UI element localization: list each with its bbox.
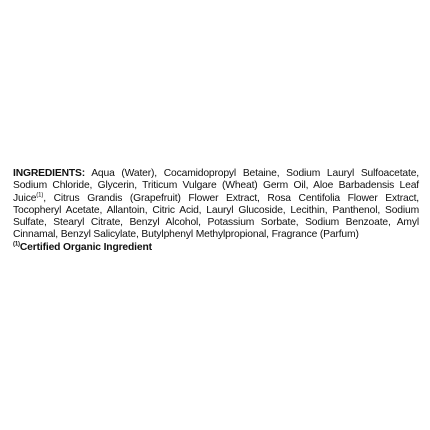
footnote bbox=[13, 242, 419, 254]
ingredients-paragraph bbox=[13, 168, 419, 242]
ingredients-text-part2: , Citrus Grandis (Grapefruit) Flower Extract, Rosa Centifolia Flower Extract, Tocopheryl Acetate, Allantoin, Citric Acid, Lauryl Glucoside, Lecithin, Panthenol, Sodium Sulfate, Stearyl Citrate, Benzyl Alcohol, Potassium Sorbate, Sodium Benzoate, Amyl Cinnamal, Benzyl Salicylate, Butylphenyl Methylpropional, Fragrance (Parfum) bbox=[13, 192, 419, 241]
footnote-text: Certified Organic Ingredient bbox=[19, 241, 152, 253]
ingredients-text-part1: Aqua (Water), Cocamidopropyl Betaine, Sodium Lauryl Sulfoacetate, Sodium Chloride, Glycerin, Triticum Vulgare (Wheat) Germ Oil, Aloe Barbadensis Leaf Juice bbox=[13, 168, 419, 204]
ingredients-label bbox=[13, 168, 419, 254]
ingredients-heading: INGREDIENTS: bbox=[13, 168, 85, 179]
organic-footnote-marker: (1) bbox=[36, 192, 44, 199]
footnote-marker: (1) bbox=[13, 241, 20, 248]
